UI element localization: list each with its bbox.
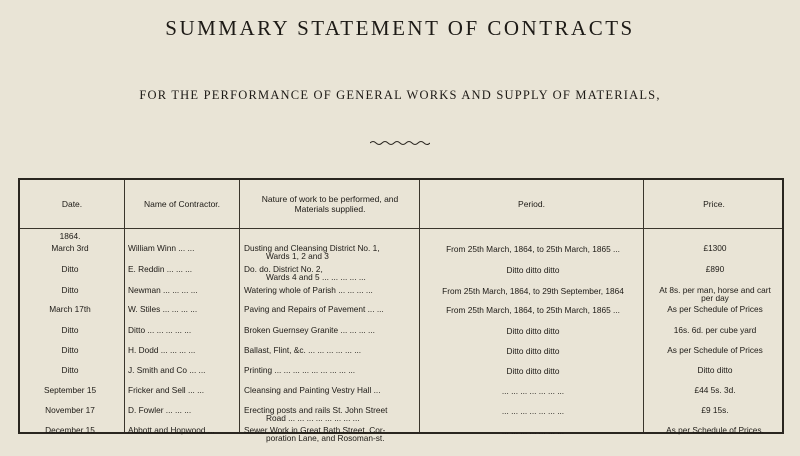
row-nature: Printing ... ... ... ... ... ... ... ... ... [244, 366, 356, 375]
row-date: Ditto [61, 346, 79, 355]
row-nature: Paving and Repairs of Pavement ... ... [244, 305, 384, 314]
row-nature: Dusting and Cleansing District No. 1, [244, 244, 380, 253]
row-price: As per Schedule of Prices [667, 305, 763, 314]
row-contractor: E. Reddin ... ... ... [128, 265, 193, 274]
row-nature-cont: Road ... ... ... ... ... ... ... ... [266, 414, 360, 423]
page-title: SUMMARY STATEMENT OF CONTRACTS [165, 16, 635, 40]
row-date: Ditto [61, 286, 79, 295]
header-period: Period. [518, 199, 545, 209]
row-contractor: Ditto ... ... ... ... ... [128, 326, 192, 335]
row-date: Ditto [61, 265, 79, 274]
row-period: ... ... ... ... ... ... ... [501, 407, 565, 416]
header-contractor: Name of Contractor. [143, 199, 221, 209]
row-price: As per Schedule of Prices [667, 346, 763, 355]
row-nature-cont: poration Lane, and Rosoman-st. [266, 434, 385, 443]
row-period: From 25th March, 1864, to 25th March, 1865 ... [446, 245, 620, 254]
row-date: November 17 [45, 406, 95, 415]
header-date: Date. [61, 199, 83, 209]
row-period: From 25th March, 1864, to 25th March, 1865 ... [446, 306, 620, 315]
row-nature-cont: Wards 4 and 5 ... ... ... ... ... [266, 273, 366, 282]
row-period: From 25th March, 1864, to 29th September, 1864 [442, 287, 624, 296]
row-price: Ditto ditto [697, 366, 733, 375]
row-price: £9 15s. [701, 406, 729, 415]
row-period: ... ... ... ... ... ... ... [501, 387, 565, 396]
row-nature: Cleansing and Painting Vestry Hall ... [244, 386, 381, 395]
row-contractor: Newman ... ... ... ... [128, 286, 198, 295]
row-contractor: D. Fowler ... ... ... [128, 406, 192, 415]
row-date: March 3rd [51, 244, 89, 253]
row-date: Ditto [61, 326, 79, 335]
row-price: 16s. 6d. per cube yard [673, 326, 757, 335]
row-nature: Ballast, Flint, &c. ... ... ... ... ... ... [244, 346, 362, 355]
row-nature-cont: Wards 1, 2 and 3 [266, 252, 329, 261]
row-price-cont: per day [701, 294, 729, 303]
decorative-rule [370, 140, 430, 146]
row-contractor: W. Stiles ... ... ... ... [128, 305, 198, 314]
row-date: September 15 [43, 386, 97, 395]
contracts-table [18, 178, 784, 443]
row-contractor: Fricker and Sell ... ... [128, 386, 205, 395]
row-period: Ditto ditto ditto [506, 347, 560, 356]
row-price: At 8s. per man, horse and cart [659, 286, 771, 295]
row-contractor: Abbott and Hopwood ... [128, 426, 215, 435]
header-price: Price. [703, 199, 725, 209]
row-nature: Sewer Work in Great Bath Street, Cor- [244, 426, 386, 435]
page-subtitle: FOR THE PERFORMANCE OF GENERAL WORKS AND SUPPLY OF MATERIALS, [139, 88, 661, 102]
row-price: £1300 [703, 244, 727, 253]
row-contractor: J. Smith and Co ... ... [128, 366, 206, 375]
row-contractor: H. Dodd ... ... ... ... [128, 346, 196, 355]
row-period: Ditto ditto ditto [506, 266, 560, 275]
row-period: Ditto ditto ditto [506, 367, 560, 376]
row-nature: Watering whole of Parish ... ... ... ... [244, 286, 373, 295]
row-price: £44 5s. 3d. [694, 386, 736, 395]
row-price: £890 [705, 265, 725, 274]
row-date: Ditto [61, 366, 79, 375]
row-date: December 15 [45, 426, 95, 435]
row-price: As per Schedule of Prices. [666, 426, 764, 435]
row-nature: Broken Guernsey Granite ... ... ... ... [244, 326, 375, 335]
row-period: ... ... ... ... ... ... ... [501, 427, 565, 436]
row-period: Ditto ditto ditto [506, 327, 560, 336]
row-nature: Erecting posts and rails St. John Street [244, 406, 388, 415]
row-date: March 17th [49, 305, 91, 314]
year-label: 1864. [59, 232, 81, 241]
header-nature: Nature of work to be performed, and Materials supplied. [261, 194, 399, 214]
header-divider [20, 228, 782, 229]
row-nature: Do. do. District No. 2, [244, 265, 323, 274]
row-contractor: William Winn ... ... [128, 244, 195, 253]
